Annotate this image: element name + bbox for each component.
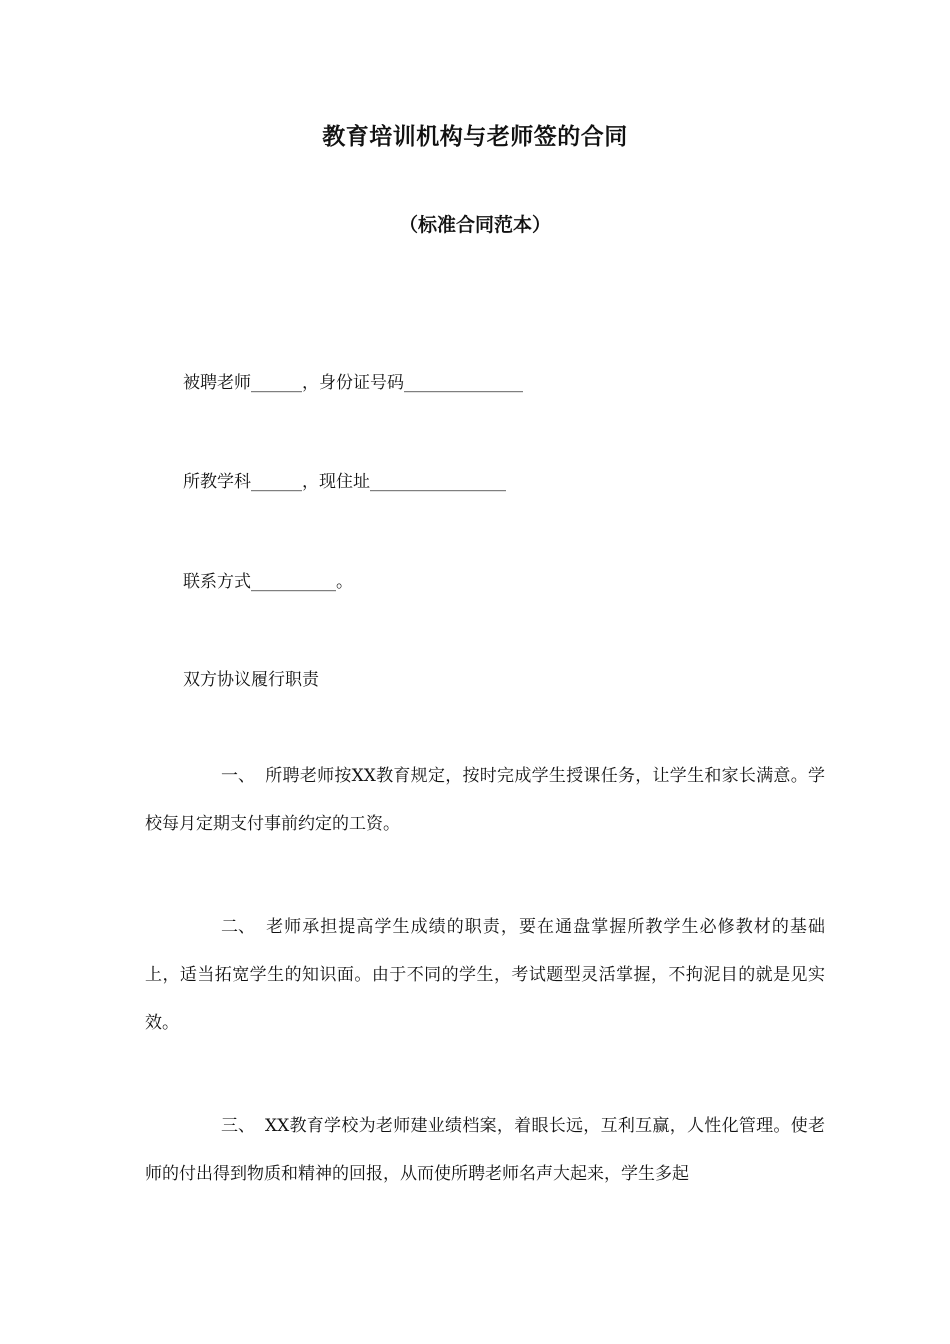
clause-1	[145, 752, 825, 848]
clause-3	[145, 1102, 825, 1198]
clause-3-number: 三、	[221, 1116, 255, 1136]
teacher-id-line: 被聘老师______，身份证号码______________	[183, 373, 523, 393]
document-subtitle: （标准合同范本）	[398, 214, 551, 236]
section-heading: 双方协议履行职责	[183, 670, 319, 690]
document-title: 教育培训机构与老师签的合同	[322, 124, 628, 150]
clause-2-text: 老师承担提高学生成绩的职责，要在通盘掌握所教学生必修教材的基础上，适当拓宽学生的知识面。由于不同的学生，考试题型灵活掌握，不拘泥目的就是见实效。	[145, 917, 825, 1033]
clause-1-text: 所聘老师按XX教育规定，按时完成学生授课任务，让学生和家长满意。学校每月定期支付事前约定的工资。	[145, 766, 825, 834]
clause-3-text: XX教育学校为老师建业绩档案，着眼长远，互利互赢，人性化管理。使老师的付出得到物质和精神的回报，从而使所聘老师名声大起来，学生多起	[145, 1116, 825, 1184]
contact-line: 联系方式__________。	[183, 572, 353, 592]
subject-address-line: 所教学科______，现住址________________	[183, 472, 506, 492]
clause-2-number: 二、	[221, 917, 255, 937]
clause-2	[145, 903, 825, 1047]
clause-1-number: 一、	[221, 766, 255, 786]
